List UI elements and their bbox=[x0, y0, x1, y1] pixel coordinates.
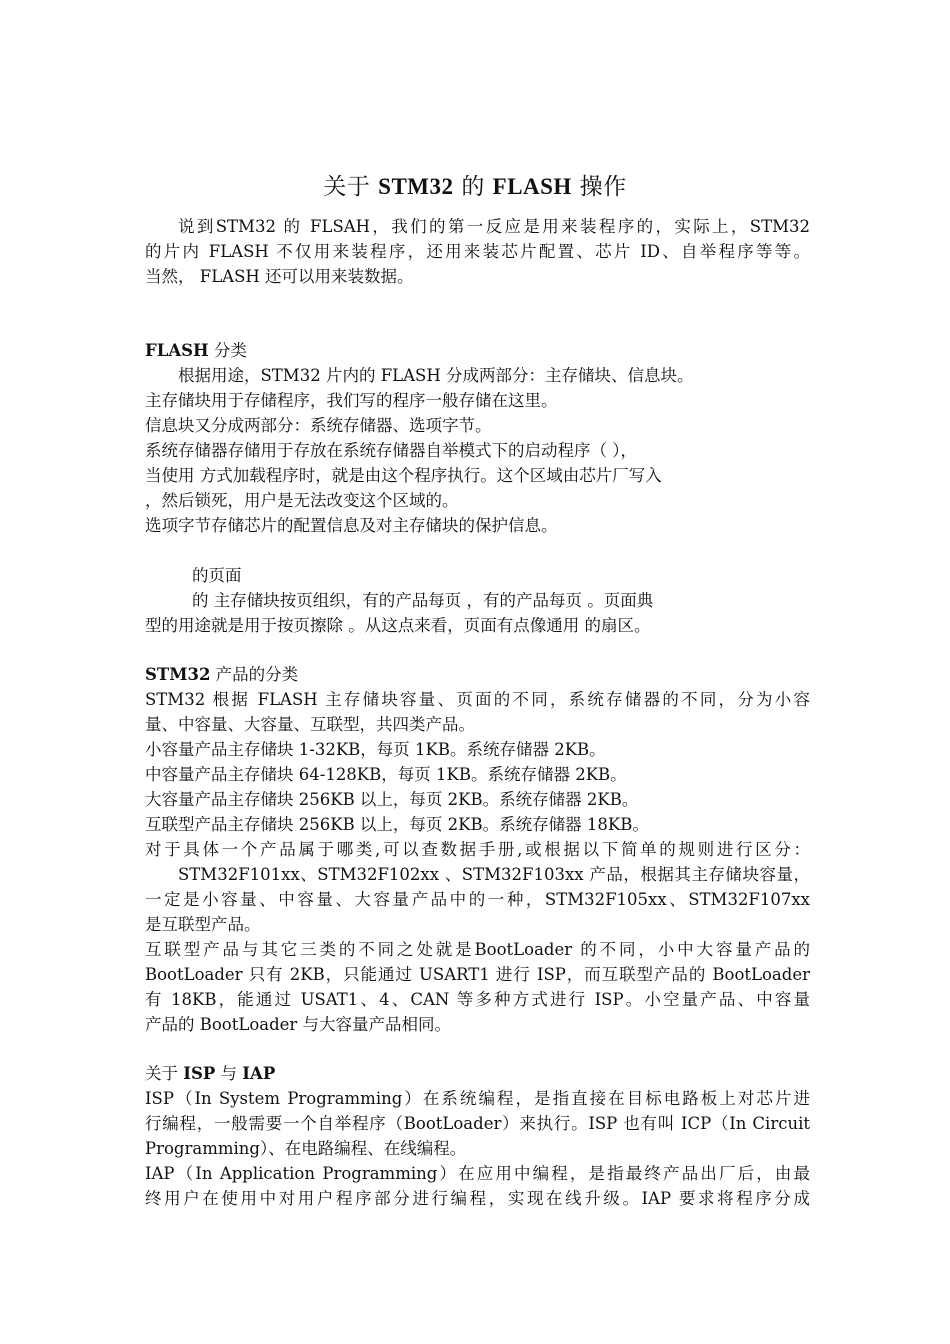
products-line-6: 互联型产品主存储块 256KB 以上，每页 2KB。系统存储器 18KB。 bbox=[145, 815, 649, 834]
products-line-4: 中容量产品主存储块 64-128KB，每页 1KB。系统存储器 2KB。 bbox=[145, 765, 627, 784]
section-heading-flash-classification bbox=[145, 338, 810, 363]
section-heading-isp-iap bbox=[145, 1061, 810, 1086]
products-line-8: STM32F101xx、STM32F102xx 、STM32F103xx 产品，根据其主存储块容量， bbox=[178, 865, 810, 884]
page-title bbox=[0, 168, 950, 201]
intro-line-3: 当然， FLASH 还可以用来装数据。 bbox=[145, 267, 414, 286]
title-prefix: 关于 bbox=[323, 174, 379, 200]
classification-line-7: 选项字节存储芯片的配置信息及对主存储块的保护信息。 bbox=[145, 516, 558, 535]
heading-bold-iap: IAP bbox=[242, 1064, 276, 1083]
products-line-10: 是互联型产品。 bbox=[145, 915, 261, 934]
classification-line-4: 系统存储器存储用于存放在系统存储器自举模式下的启动程序（ ）， bbox=[145, 441, 637, 460]
title-suffix: 操作 bbox=[571, 174, 627, 200]
classification-line-2: 主存储块用于存储程序，我们写的程序一般存储在这里。 bbox=[145, 391, 558, 410]
heading-bold-part: FLASH bbox=[145, 341, 209, 360]
heading-mid-part: 与 bbox=[215, 1064, 243, 1083]
section-heading-page: 的页面 bbox=[192, 566, 242, 585]
title-bold-flash: FLASH bbox=[492, 174, 572, 199]
heading-pre-part: 关于 bbox=[145, 1064, 184, 1083]
products-line-13: 有 18KB，能通过 USAT1、4、CAN 等多种方式进行 ISP。小空量产品、中容量 bbox=[145, 990, 810, 1009]
isp-line-2: 行编程，一般需要一个自举程序（BootLoader）来执行。ISP 也有叫 ICP（In Circuit bbox=[145, 1114, 810, 1133]
products-line-9: 一定是小容量、中容量、大容量产品中的一种，STM32F105xx、STM32F107xx bbox=[145, 890, 810, 909]
intro-line-1: 说到STM32 的 FLSAH，我们的第一反应是用来装程序的，实际上，STM32 bbox=[178, 217, 810, 236]
classification-line-6: ，然后锁死，用户是无法改变这个区域的。 bbox=[145, 491, 459, 510]
intro-line-2: 的片内 FLASH 不仅用来装程序，还用来装芯片配置、芯片 ID、自举程序等等。 bbox=[145, 242, 810, 261]
classification-line-1: 根据用途，STM32 片内的 FLASH 分成两部分：主存储块、信息块。 bbox=[178, 366, 694, 385]
products-line-2: 量、中容量、大容量、互联型，共四类产品。 bbox=[145, 715, 475, 734]
products-line-12: BootLoader 只有 2KB，只能通过 USART1 进行 ISP，而互联型产品的 BootLoader bbox=[145, 965, 810, 984]
products-line-3: 小容量产品主存储块 1-32KB，每页 1KB。系统存储器 2KB。 bbox=[145, 740, 606, 759]
products-line-7: 对于具体一个产品属于哪类,可以查数据手册,或根据以下简单的规则进行区分： bbox=[145, 840, 810, 859]
section-heading-products bbox=[145, 662, 810, 687]
heading-rest-part: 产品的分类 bbox=[210, 665, 299, 684]
title-mid: 的 bbox=[453, 174, 493, 200]
products-line-1: STM32 根据 FLASH 主存储块容量、页面的不同，系统存储器的不同，分为小容 bbox=[145, 690, 810, 709]
isp-line-5: 终用户在使用中对用户程序部分进行编程，实现在线升级。IAP 要求将程序分成 bbox=[145, 1189, 810, 1208]
products-line-11: 互联型产品与其它三类的不同之处就是BootLoader 的不同，小中大容量产品的 bbox=[145, 940, 810, 959]
isp-line-4: IAP（In Application Programming）在应用中编程，是指最终产品出厂后，由最 bbox=[145, 1164, 810, 1183]
heading-bold-isp: ISP bbox=[183, 1064, 216, 1083]
title-bold-stm32: STM32 bbox=[378, 174, 454, 199]
page-line-2: 型的用途就是用于按页擦除 。从这点来看，页面有点像通用 的扇区。 bbox=[145, 616, 651, 635]
classification-line-5: 当使用 方式加载程序时，就是由这个程序执行。这个区域由芯片厂写入 bbox=[145, 466, 662, 485]
page-line-1: 的 主存储块按页组织，有的产品每页 ，有的产品每页 。页面典 bbox=[192, 591, 654, 610]
isp-line-1: ISP（In System Programming）在系统编程，是指直接在目标电路板上对芯片进 bbox=[145, 1089, 810, 1108]
products-line-14: 产品的 BootLoader 与大容量产品相同。 bbox=[145, 1015, 452, 1034]
heading-rest-part: 分类 bbox=[208, 341, 247, 360]
classification-line-3: 信息块又分成两部分：系统存储器、选项字节。 bbox=[145, 416, 492, 435]
products-line-5: 大容量产品主存储块 256KB 以上，每页 2KB。系统存储器 2KB。 bbox=[145, 790, 639, 809]
isp-line-3: Programming）、在电路编程、在线编程。 bbox=[145, 1139, 467, 1158]
heading-bold-part: STM32 bbox=[145, 665, 211, 684]
